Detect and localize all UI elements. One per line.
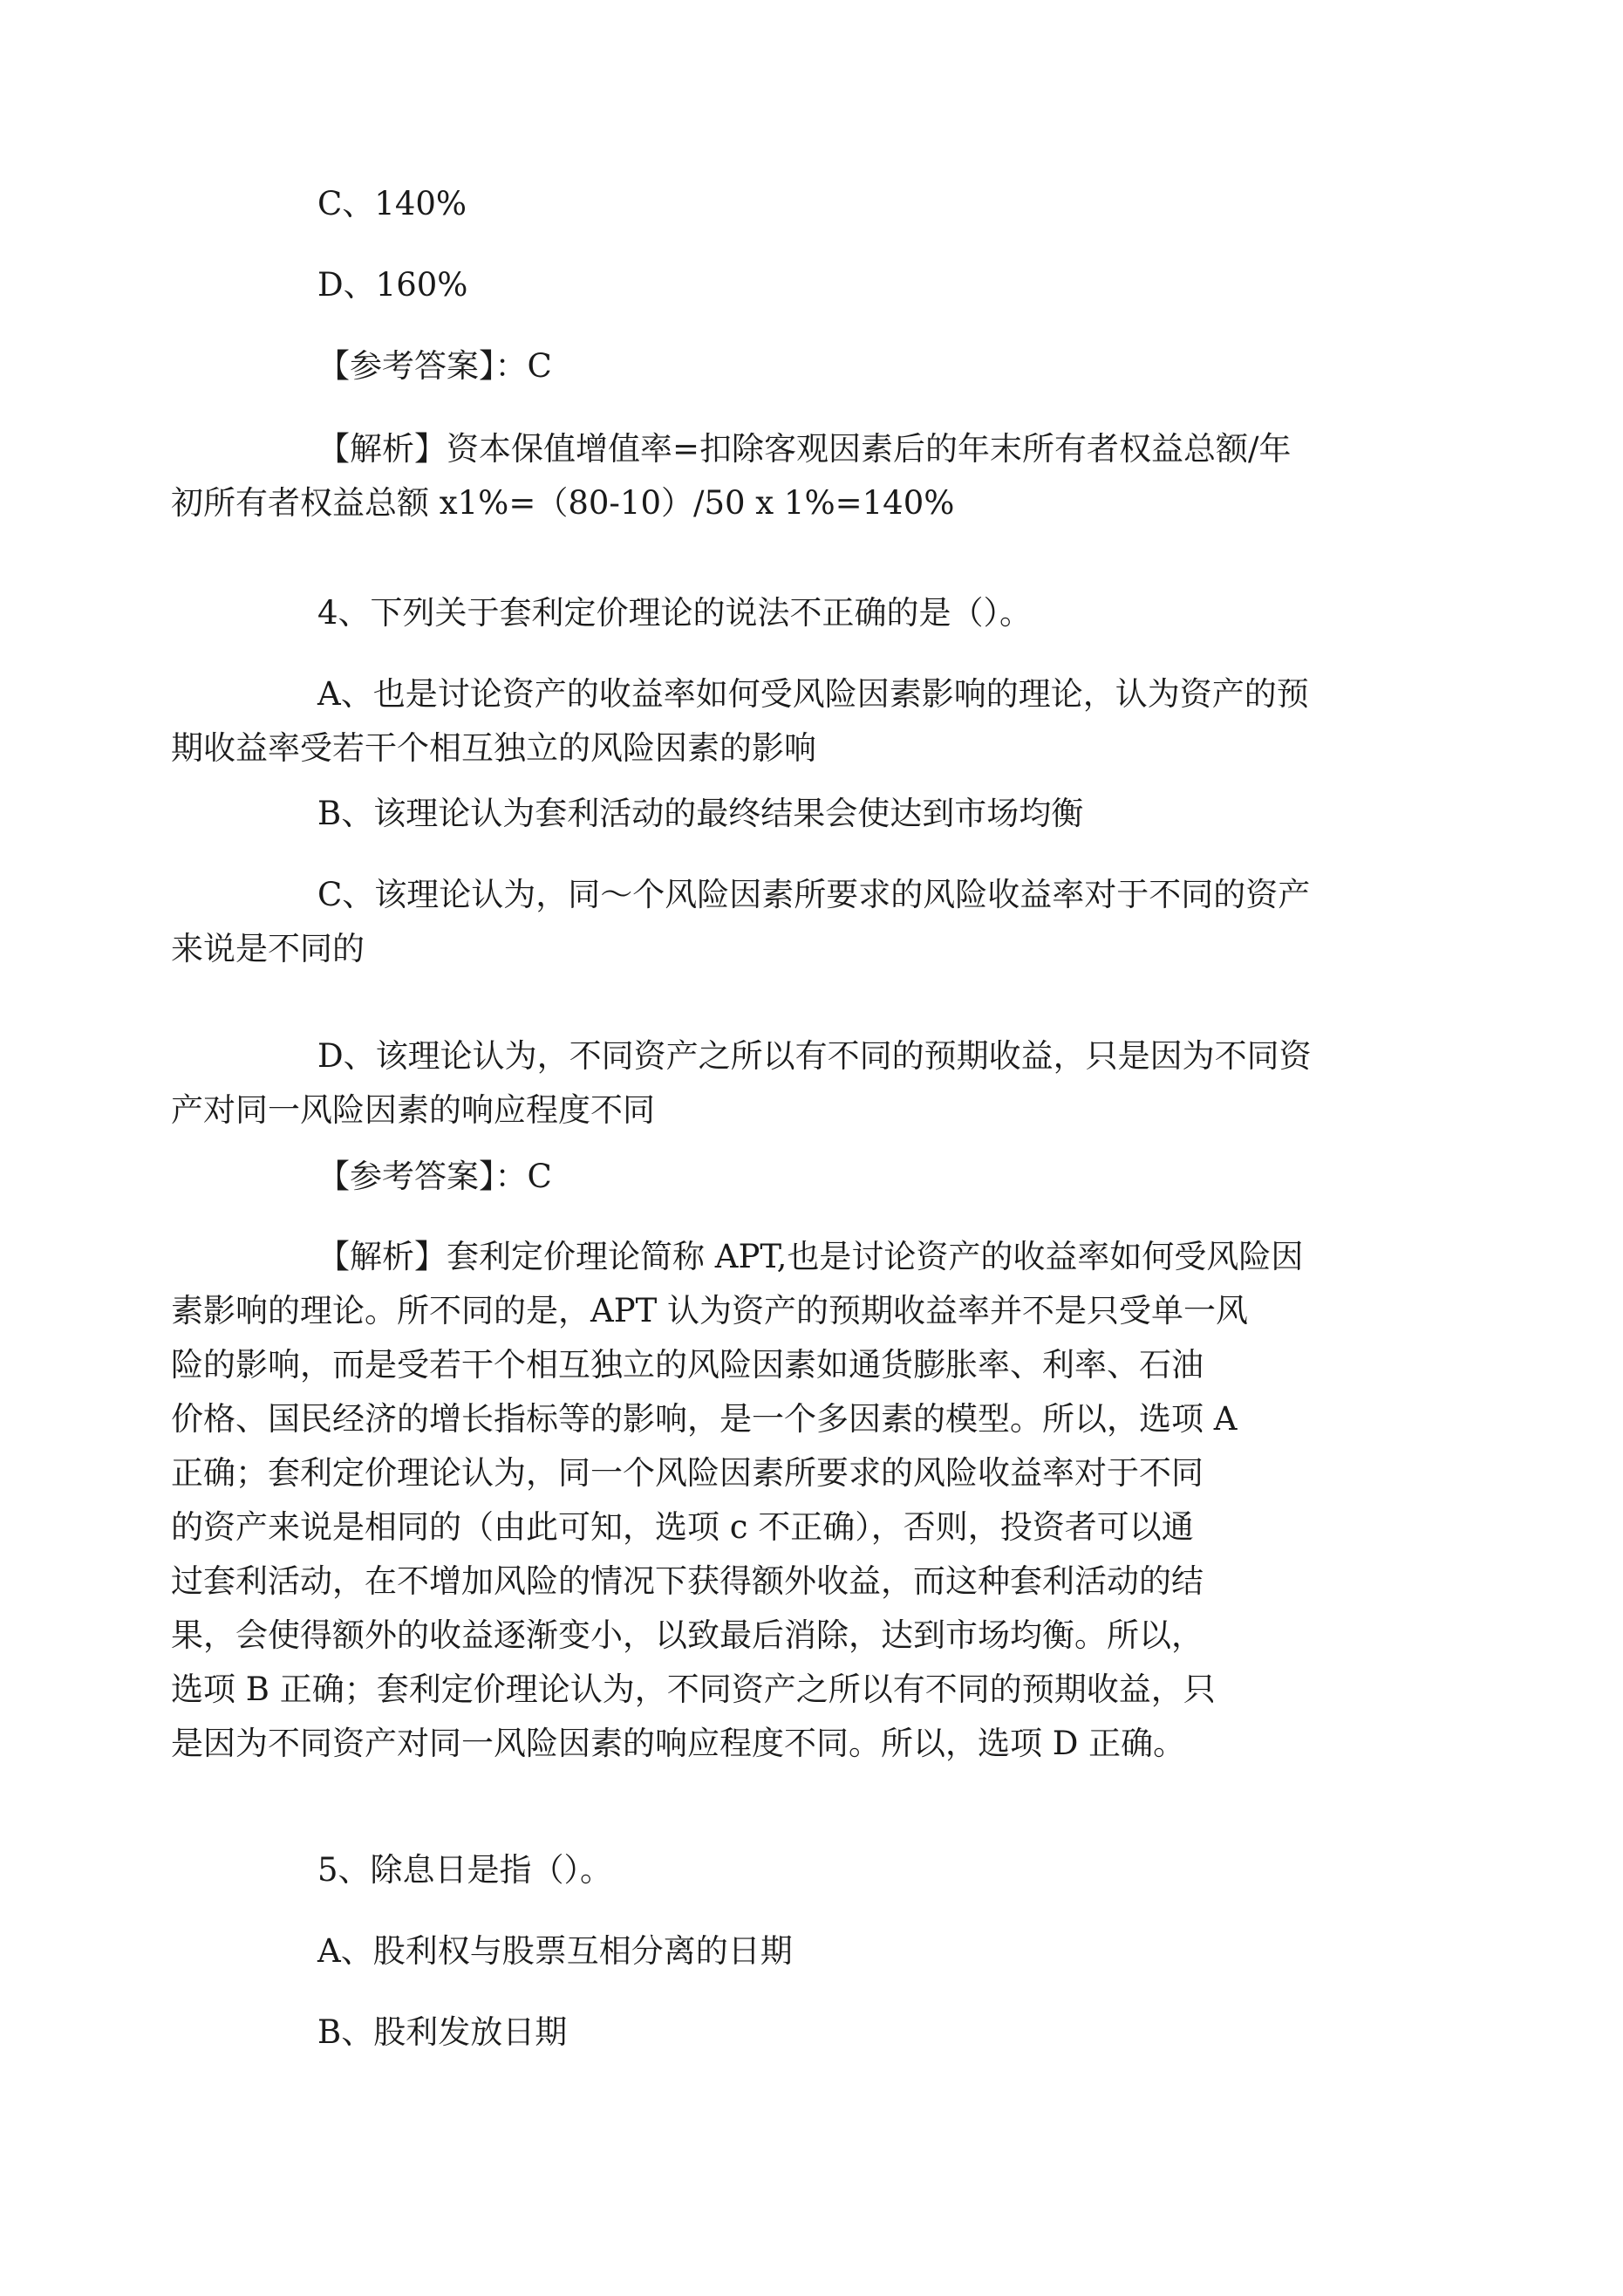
q4-analysis-line: 的资产来说是相同的（由此可知，选项 c 不正确），否则，投资者可以通 (171, 1508, 1194, 1546)
q4-analysis (171, 1230, 1413, 1771)
q3-option-c: C、140% (317, 185, 467, 222)
q4-option-a-line: A、也是讨论资产的收益率如何受风险因素影响的理论，认为资产的预 (317, 675, 1309, 713)
q4-analysis-line: 过套利活动，在不增加风险的情况下获得额外收益，而这种套利活动的结 (171, 1562, 1204, 1600)
q4-analysis-line: 是因为不同资产对同一风险因素的响应程度不同。所以，选项 D 正确。 (171, 1725, 1186, 1762)
q4-analysis-line: 险的影响，而是受若干个相互独立的风险因素如通货膨胀率、利率、石油 (171, 1346, 1204, 1384)
q4-analysis-line: 【解析】套利定价理论简称 APT,也是讨论资产的收益率如何受风险因 (317, 1238, 1304, 1275)
q3-option-d: D、160% (317, 266, 468, 304)
q4-analysis-line: 果，会使得额外的收益逐渐变小，以致最后消除，达到市场均衡。所以， (171, 1616, 1204, 1654)
q4-question: 4、下列关于套利定价理论的说法不正确的是（）。 (317, 594, 1033, 632)
q4-option-c-line: 来说是不同的 (171, 930, 365, 967)
q4-option-d-line: 产对同一风险因素的响应程度不同 (171, 1091, 655, 1129)
q3-analysis (171, 422, 1413, 530)
q4-answer: 【参考答案】：C (317, 1158, 552, 1195)
q4-option-a (171, 667, 1413, 776)
q4-option-c (171, 868, 1413, 976)
q4-option-d (171, 1029, 1413, 1138)
q5-question: 5、除息日是指（）。 (317, 1851, 613, 1889)
q5-option-b: B、股利发放日期 (317, 2013, 568, 2051)
q4-analysis-line: 选项 B 正确；套利定价理论认为，不同资产之所以有不同的预期收益，只 (171, 1671, 1216, 1708)
q3-analysis-line: 【解析】资本保值增值率=扣除客观因素后的年末所有者权益总额/年 (317, 430, 1292, 468)
q4-analysis-line: 素影响的理论。所不同的是，APT 认为资产的预期收益率并不是只受单一风 (171, 1292, 1249, 1329)
q4-analysis-line: 正确；套利定价理论认为，同一个风险因素所要求的风险收益率对于不同 (171, 1454, 1204, 1492)
q3-answer: 【参考答案】：C (317, 347, 552, 385)
q5-option-a: A、股利权与股票互相分离的日期 (317, 1932, 793, 1970)
q4-analysis-line: 价格、国民经济的增长指标等的影响，是一个多因素的模型。所以，选项 A (171, 1400, 1238, 1438)
q3-analysis-line: 初所有者权益总额 x1%=（80-10）/50 x 1%=140% (171, 484, 955, 522)
q4-option-d-line: D、该理论认为，不同资产之所以有不同的预期收益，只是因为不同资 (317, 1037, 1312, 1075)
q4-option-c-line: C、该理论认为，同〜个风险因素所要求的风险收益率对于不同的资产 (317, 876, 1311, 913)
q4-option-b: B、该理论认为套利活动的最终结果会使达到市场均衡 (317, 795, 1084, 832)
q4-option-a-line: 期收益率受若干个相互独立的风险因素的影响 (171, 729, 816, 767)
